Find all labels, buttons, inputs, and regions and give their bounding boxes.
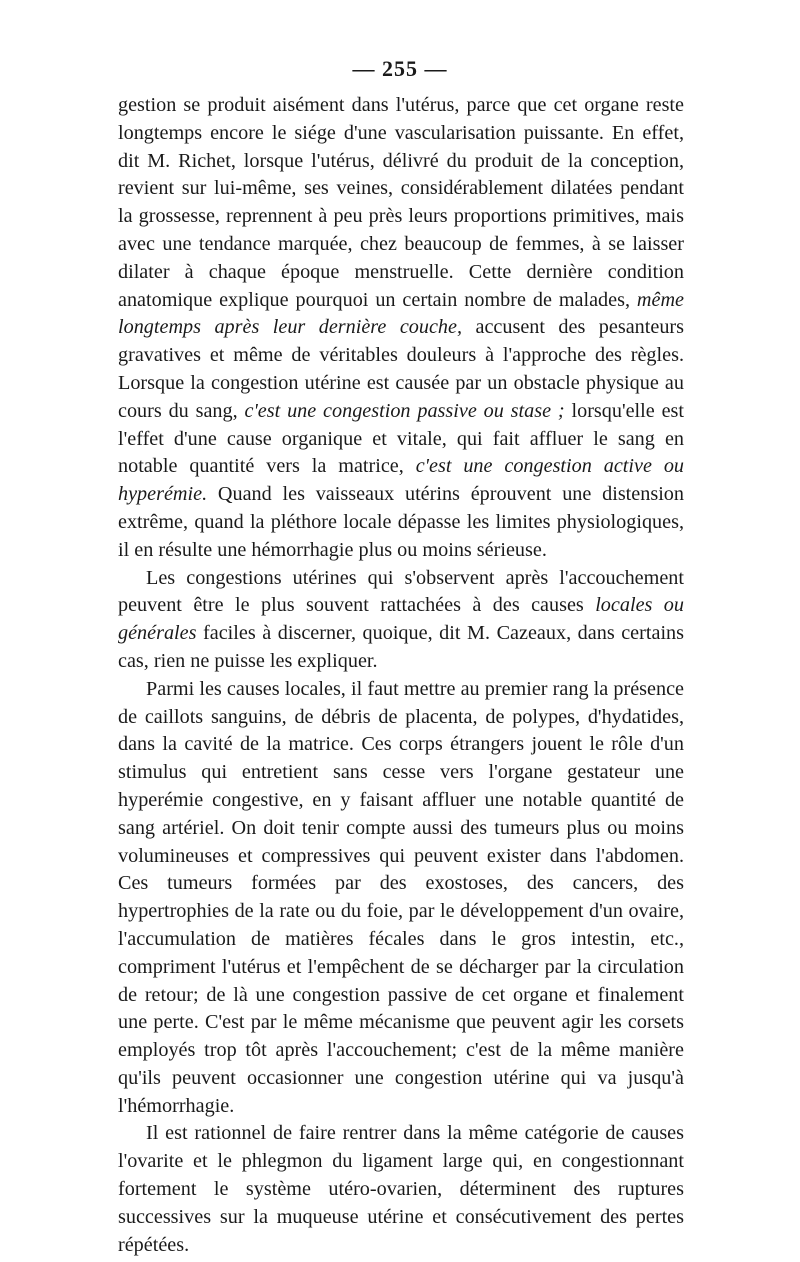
italic-text: locales ou générales: [118, 594, 684, 645]
paragraph: [118, 1120, 684, 1259]
paragraph: [118, 676, 684, 1121]
paragraph: [118, 565, 684, 676]
italic-text: c'est une congestion passive ou stase ;: [244, 399, 565, 422]
page-number: — 255 —: [352, 56, 448, 81]
text-run: lorsqu'elle est l'effet d'une cause organique et vitale, qui fait affluer le sang en notable quantité vers la matrice,: [118, 399, 685, 478]
italic-text: même longtemps après leur dernière couche,: [118, 288, 684, 339]
text-run: Il est rationnel de faire rentrer dans la même catégorie de causes l'ovarite et le phlegmon du ligament large qui, en congestionnant fortement le système utéro-ovarien, déterminent des ruptures successives sur la muqueuse utérine et consécutivement des pertes répétées.: [118, 1122, 684, 1256]
text-run: accusent des pesanteurs gravatives et même de véritables douleurs à l'approche des règles. Lorsque la congestion utérine est causée par un obstacle physique au cours du sang,: [118, 316, 684, 422]
paragraph: [118, 92, 684, 565]
text-run: gestion se produit aisément dans l'utérus, parce que cet organe reste longtemps encore le siége d'une vascularisation puissante. En effet, dit M. Richet, lorsque l'utérus, délivré du produit de la conception, revient sur lui-même, ses veines, considérablement dilatées pendant la grossesse, reprennent à peu près leurs proportions primitives, mais avec une tendance marquée, chez beaucoup de femmes, à se laisser dilater à chaque époque menstruelle. Cette dernière condition anatomique explique pourquoi un certain nombre de malades,: [118, 94, 684, 311]
italic-text: c'est une congestion active ou hyperémie.: [118, 455, 685, 506]
text-run: Les congestions utérines qui s'observent après l'accouchement peuvent être le plus souvent rattachées à des causes: [118, 566, 684, 617]
text-run: Quand les vaisseaux utérins éprouvent une distension extrême, quand la pléthore locale dépasse les limites physiologiques, il en résulte une hémorrhagie plus ou moins sérieuse.: [118, 483, 684, 561]
page-body: [118, 92, 684, 1259]
text-run: faciles à discerner, quoique, dit M. Cazeaux, dans certains cas, rien ne puisse les expliquer.: [118, 622, 684, 672]
text-run: Parmi les causes locales, il faut mettre au premier rang la présence de caillots sanguins, de débris de placenta, de polypes, d'hydatides, dans la cavité de la matrice. Ces corps étrangers jouent le rôle d'un stimulus qui entretient sans cesse vers l'organe gestateur une hyperémie congestive, en y faisant affluer une notable quantité de sang artériel. On doit tenir compte aussi des tumeurs plus ou moins volumineuses et compressives qui peuvent exister dans l'abdomen. Ces tumeurs formées par des exostoses, des cancers, des hypertrophies de la rate ou du foie, par le développement d'un ovaire, l'accumulation de matières fécales dans le gros intestin, etc., compriment l'utérus et l'empêchent de se décharger par la circulation de retour; de là une congestion passive de cet organe et finalement une perte. C'est par le même mécanisme que peuvent agir les corsets employés trop tôt après l'accouchement; c'est de la même manière qu'ils peuvent occasionner une congestion utérine qui va jusqu'à l'hémorrhagie.: [118, 677, 684, 1117]
